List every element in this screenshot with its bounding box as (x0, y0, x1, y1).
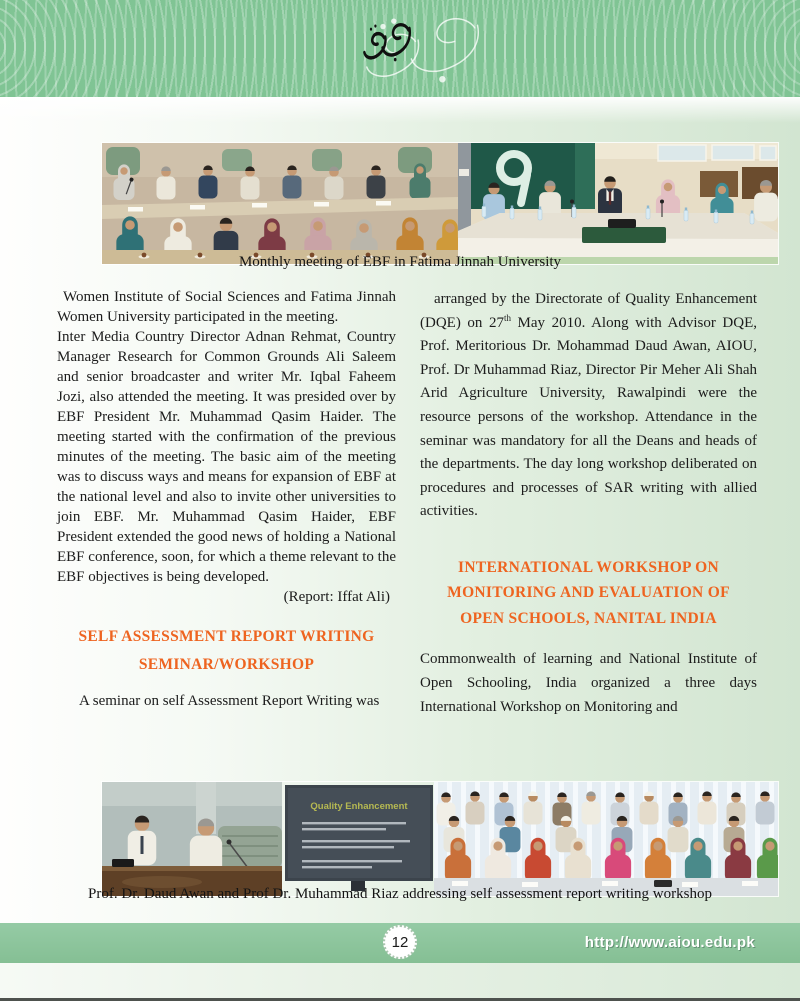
paragraph-seminar-body (420, 288, 757, 524)
workshop-heading (420, 555, 757, 632)
workshop-heading-line2: MONITORING AND EVALUATION OF (447, 584, 730, 602)
projection-screen-title: Quality Enhancement (310, 801, 408, 812)
website-link[interactable]: http://www.aiou.edu.pk (584, 934, 755, 951)
right-column (420, 288, 757, 719)
report-credit: (Report: Iffat Ali) (283, 589, 390, 605)
footer-strip (0, 963, 800, 998)
bottom-photo-caption: Prof. Dr. Daud Awan and Prof Dr. Muhammad Riaz addressing self assessment report writing workshop (88, 886, 712, 902)
masthead-banner (0, 0, 800, 97)
seminar-text-part2: May 2010. Along with Advisor DQE, Prof. Meritorious Dr. Mohammad Daud Awan, AIOU, Prof. Dr Muhammad Riaz, Director Pir Meher Ali Shah Arid Agriculture University, Rawalpindi were the resource persons of the workshop. Attendance in the seminar was mandatory for all the Deans and heads of the departments. The day long workshop deliberated on procedures and processes of SAR writing with allied activities. (420, 314, 757, 520)
seminar-heading (57, 623, 396, 679)
paragraph-meeting-intro: Women Institute of Social Sciences and Fatima Jinnah Women University participated in the meeting. (57, 289, 396, 325)
paragraph-workshop-lead: Commonwealth of learning and National Institute of Open Schooling, India organized a three days International Workshop on Monitoring and (420, 651, 757, 715)
paragraph-meeting-body: Inter Media Country Director Adnan Rehmat, Country Manager Research for Common Grounds Ali Saleem and senior broadcaster and writer Mr. Iqbal Faheem Jozi, also attended the meeting. It was presided over by EBF President Mr. Muhammad Qasim Haider. The meeting started with the confirmation of the previous minutes of the meeting. The basic aim of the meeting was to discuss ways and means for expansion of EBF at the national level and also to invite other universities to join EBF. Mr. Muhammad Qasim Haider, EBF President extended the good news of holding a National EBF conference, soon, for which a theme relevant to the EBF objectives is being developed. (57, 329, 396, 585)
top-photo (102, 143, 778, 264)
bottom-photo (102, 782, 778, 896)
urdu-calligraphy (300, 3, 530, 95)
workshop-heading-line3: OPEN SCHOOLS, NANITAL INDIA (460, 609, 717, 627)
left-column (57, 287, 396, 711)
seminar-heading-line1: SELF ASSESSMENT REPORT WRITING (78, 628, 375, 645)
urdu-calligraphy-art (300, 3, 530, 95)
bottom-photo-image (102, 782, 778, 896)
top-photo-caption: Monthly meeting of EBF in Fatima Jinnah University (238, 254, 562, 270)
seminar-heading-line2: SEMINAR/WORKSHOP (138, 656, 315, 673)
top-photo-image (102, 143, 778, 264)
seminar-text-part1: arranged by the Directorate of Quality Enhancement (DQE) on 27 (420, 291, 757, 331)
workshop-heading-line1: INTERNATIONAL WORKSHOP ON (457, 558, 719, 576)
ordinal-suffix: th (503, 312, 511, 323)
page-number-badge: 12 (383, 925, 417, 959)
paragraph-seminar-lead: A seminar on self Assessment Report Writing was (79, 693, 380, 709)
